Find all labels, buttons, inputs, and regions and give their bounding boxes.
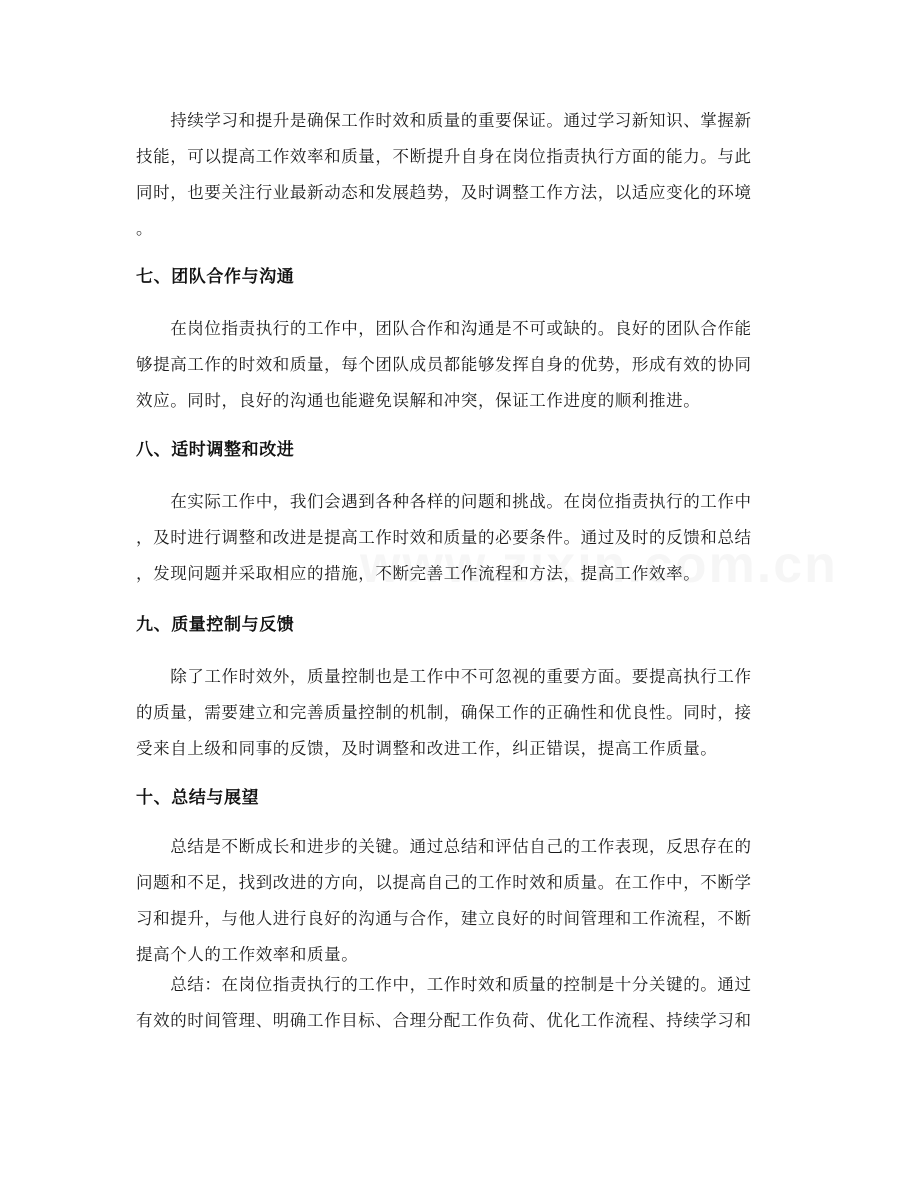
text-line: 够提高工作的时效和质量，每个团队成员都能够发挥自身的优势，形成有效的协同 <box>136 355 752 374</box>
text-line: 持续学习和提升是确保工作时效和质量的重要保证。通过学习新知识、掌握新 <box>136 111 752 130</box>
paragraph-summary-outlook <box>136 829 786 973</box>
paragraph-conclusion <box>136 967 786 1039</box>
text-line: 。 <box>136 219 154 238</box>
text-line: 总结是不断成长和进步的关键。通过总结和评估自己的工作表现，反思存在的 <box>136 837 752 856</box>
paragraph-adjust-improve <box>136 484 786 592</box>
text-line: 受来自上级和同事的反馈，及时调整和改进工作，纠正错误，提高工作质量。 <box>136 739 718 758</box>
text-line: 同时，也要关注行业最新动态和发展趋势，及时调整工作方法，以适应变化的环境 <box>136 183 752 202</box>
text-line: 问题和不足，找到改进的方向，以提高自己的工作时效和质量。在工作中，不断学 <box>136 873 752 892</box>
text-line: 习和提升，与他人进行良好的沟通与合作，建立良好的时间管理和工作流程，不断 <box>136 909 752 928</box>
section-heading-9: 九、质量控制与反馈 <box>136 615 295 635</box>
text-line: 在实际工作中，我们会遇到各种各样的问题和挑战。在岗位指责执行的工作中 <box>136 492 752 511</box>
text-line: 总结：在岗位指责执行的工作中，工作时效和质量的控制是十分关键的。通过 <box>136 975 752 994</box>
text-line: 在岗位指责执行的工作中，团队合作和沟通是不可或缺的。良好的团队合作能 <box>136 319 752 338</box>
text-line: 除了工作时效外，质量控制也是工作中不可忽视的重要方面。要提高执行工作 <box>136 667 752 686</box>
text-line: ，发现问题并采取相应的措施，不断完善工作流程和方法，提高工作效率。 <box>136 564 701 583</box>
paragraph-quality-control <box>136 659 786 767</box>
section-heading-8: 八、适时调整和改进 <box>136 440 295 460</box>
paragraph-continuous-learning <box>136 103 786 247</box>
text-line: 有效的时间管理、明确工作目标、合理分配工作负荷、优化工作流程、持续学习和 <box>136 1011 752 1030</box>
section-heading-10: 十、总结与展望 <box>136 788 260 808</box>
text-line: 的质量，需要建立和完善质量控制的机制，确保工作的正确性和优良性。同时，接 <box>136 703 752 722</box>
text-line: 提高个人的工作效率和质量。 <box>136 945 359 964</box>
section-heading-7: 七、团队合作与沟通 <box>136 267 295 287</box>
paragraph-team-cooperation <box>136 311 786 419</box>
text-line: 效应。同时，良好的沟通也能避免误解和冲突，保证工作进度的顺利推进。 <box>136 391 701 410</box>
text-line: 技能，可以提高工作效率和质量，不断提升自身在岗位指责执行方面的能力。与此 <box>136 147 752 166</box>
text-line: ，及时进行调整和改进是提高工作时效和质量的必要条件。通过及时的反馈和总结 <box>136 528 752 547</box>
